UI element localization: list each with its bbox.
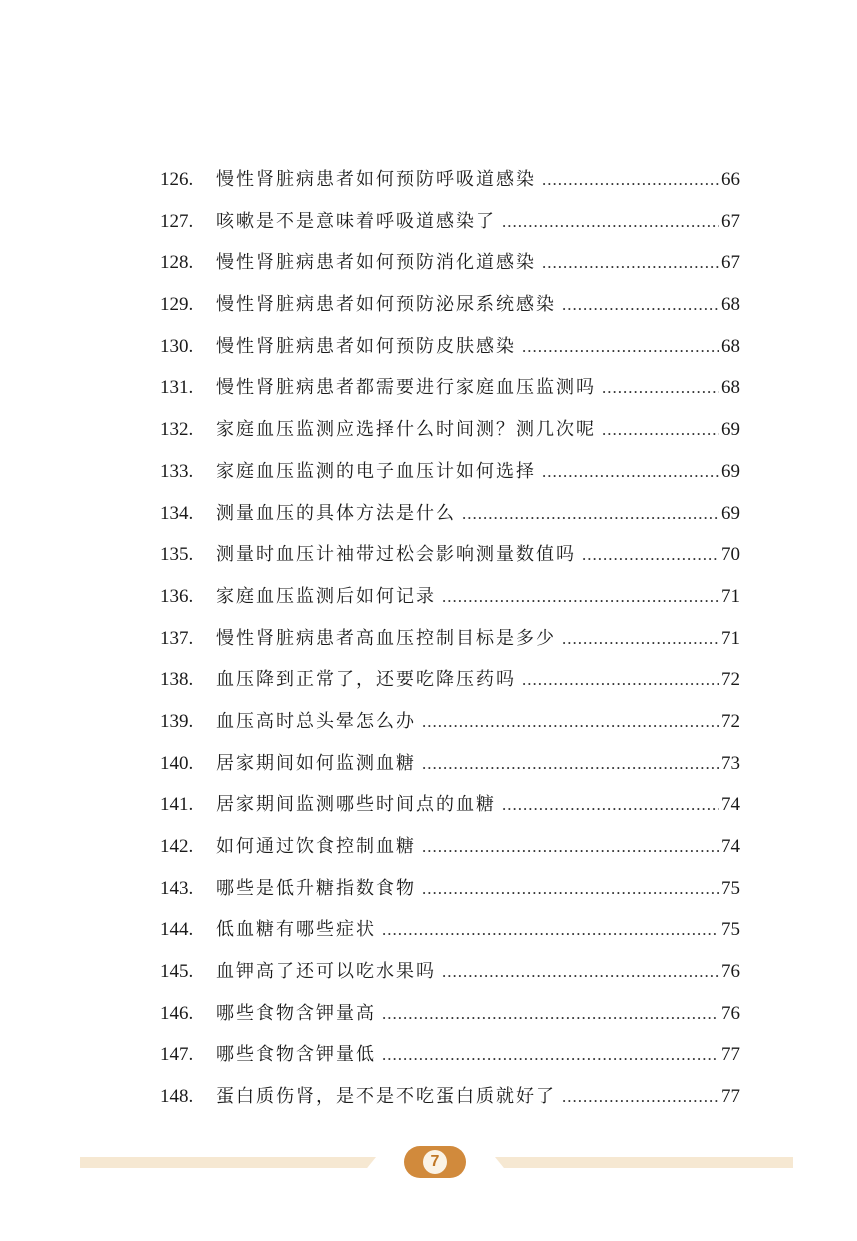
toc-entry-page: 66	[721, 169, 740, 190]
toc-entry-title: 居家期间如何监测血糖	[216, 752, 416, 774]
toc-entry-page: 77	[721, 1086, 740, 1108]
toc-dot-leader	[602, 409, 719, 451]
toc-entry-page: 76	[721, 961, 740, 983]
toc-entry-title: 慢性肾脏病患者如何预防消化道感染	[216, 252, 536, 274]
toc-entry[interactable]	[160, 1076, 740, 1118]
toc-entry-title: 咳嗽是不是意味着呼吸道感染了	[216, 210, 496, 232]
toc-dot-leader	[502, 784, 719, 826]
toc-entry-page: 71	[721, 627, 740, 649]
toc-entry-page: 74	[721, 794, 740, 816]
toc-entry-number: 144.	[160, 919, 194, 941]
toc-entry-number: 129.	[160, 294, 194, 316]
toc-dot-leader	[422, 826, 719, 868]
toc-entry-number: 130.	[160, 335, 194, 357]
toc-entry-number: 143.	[160, 877, 194, 899]
toc-entry-page: 68	[721, 335, 740, 357]
toc-entry-title: 家庭血压监测应选择什么时间测？测几次呢	[216, 419, 596, 441]
toc-entry-number: 148.	[160, 1086, 194, 1108]
toc-entry-title: 测量时血压计袖带过松会影响测量数值吗	[216, 544, 576, 566]
toc-entry-title: 血压降到正常了，还要吃降压药吗	[216, 669, 516, 691]
toc-entry[interactable]	[160, 534, 740, 576]
toc-dot-leader	[422, 743, 719, 785]
toc-dot-leader	[382, 1034, 719, 1076]
toc-entry-page: 69	[721, 502, 740, 524]
toc-dot-leader	[562, 1076, 719, 1118]
toc-entry-title: 血压高时总头晕怎么办	[216, 710, 416, 732]
page-number: 7	[423, 1150, 447, 1174]
toc-entry-number: 128.	[160, 252, 194, 274]
toc-entry[interactable]	[160, 201, 740, 243]
toc-entry-number: 140.	[160, 752, 194, 774]
toc-entry-title: 慢性肾脏病患者都需要进行家庭血压监测吗	[216, 377, 596, 399]
toc-entry[interactable]	[160, 493, 740, 535]
toc-entry-page: 73	[721, 752, 740, 774]
toc-entry[interactable]	[160, 618, 740, 660]
toc-entry-number: 138.	[160, 669, 194, 691]
toc-entry-number: 139.	[160, 710, 194, 732]
toc-entry-title: 哪些食物含钾量低	[216, 1044, 376, 1066]
toc-entry-page: 68	[721, 294, 740, 316]
toc-entry-page: 71	[721, 585, 740, 607]
toc-entry-title: 慢性肾脏病患者如何预防泌尿系统感染	[216, 294, 556, 316]
toc-dot-leader	[582, 534, 719, 576]
toc-entry[interactable]	[160, 451, 740, 493]
toc-entry[interactable]	[160, 576, 740, 618]
toc-entry[interactable]	[160, 784, 740, 826]
toc-entry[interactable]	[160, 701, 740, 743]
toc-dot-leader	[462, 493, 719, 535]
toc-entry-page: 74	[721, 836, 740, 857]
toc-dot-leader	[442, 951, 719, 993]
toc-entry-page: 67	[721, 210, 740, 232]
toc-entry-page: 68	[721, 377, 740, 399]
footer-decorative-bar-left	[80, 1157, 376, 1168]
toc-entry-title: 哪些是低升糖指数食物	[216, 877, 416, 899]
toc-dot-leader	[602, 367, 719, 409]
toc-entry[interactable]	[160, 951, 740, 993]
toc-entry[interactable]	[160, 659, 740, 701]
toc-entry-number: 136.	[160, 585, 194, 607]
toc-entry-title: 测量血压的具体方法是什么	[216, 502, 456, 524]
toc-entry-number: 126.	[160, 169, 194, 190]
toc-entry-title: 慢性肾脏病患者如何预防呼吸道感染	[216, 169, 536, 190]
toc-dot-leader	[382, 909, 719, 951]
toc-entry[interactable]	[160, 909, 740, 951]
toc-dot-leader	[422, 701, 719, 743]
toc-entry-number: 141.	[160, 794, 194, 816]
toc-entry[interactable]	[160, 284, 740, 326]
toc-entry-page: 75	[721, 919, 740, 941]
toc-entry[interactable]	[160, 1034, 740, 1076]
toc-entry-number: 137.	[160, 627, 194, 649]
toc-entry-page: 76	[721, 1002, 740, 1024]
toc-entry-number: 132.	[160, 419, 194, 441]
toc-entry-page: 69	[721, 419, 740, 441]
toc-entry[interactable]	[160, 242, 740, 284]
toc-entry-number: 146.	[160, 1002, 194, 1024]
toc-dot-leader	[522, 659, 719, 701]
footer-decorative-bar-right	[495, 1157, 793, 1168]
toc-entry-title: 哪些食物含钾量高	[216, 1002, 376, 1024]
toc-entry-number: 127.	[160, 210, 194, 232]
toc-entry[interactable]	[160, 868, 740, 910]
toc-entry-number: 145.	[160, 961, 194, 983]
toc-entry-title: 慢性肾脏病患者高血压控制目标是多少	[216, 627, 556, 649]
toc-dot-leader	[562, 618, 719, 660]
toc-dot-leader	[562, 284, 719, 326]
toc-entry[interactable]	[160, 743, 740, 785]
toc-entry-title: 蛋白质伤肾，是不是不吃蛋白质就好了	[216, 1086, 556, 1108]
toc-entry-title: 居家期间监测哪些时间点的血糖	[216, 794, 496, 816]
toc-dot-leader	[542, 451, 719, 493]
toc-entry-page: 75	[721, 877, 740, 899]
toc-entry[interactable]	[160, 159, 740, 201]
toc-entry[interactable]	[160, 826, 740, 868]
toc-entry-title: 如何通过饮食控制血糖	[216, 836, 416, 857]
toc-entry-number: 142.	[160, 836, 194, 857]
toc-entry-title: 血钾高了还可以吃水果吗	[216, 961, 436, 983]
toc-entry-number: 131.	[160, 377, 194, 399]
toc-dot-leader	[542, 159, 719, 201]
toc-dot-leader	[522, 326, 719, 368]
toc-dot-leader	[442, 576, 719, 618]
toc-entry[interactable]	[160, 367, 740, 409]
toc-entry-number: 147.	[160, 1044, 194, 1066]
toc-dot-leader	[542, 242, 719, 284]
toc-entry-page: 77	[721, 1044, 740, 1066]
toc-entry-page: 72	[721, 669, 740, 691]
toc-entry-page: 70	[721, 544, 740, 566]
toc-dot-leader	[422, 868, 719, 910]
toc-entry-title: 家庭血压监测的电子血压计如何选择	[216, 460, 536, 482]
table-of-contents	[160, 159, 740, 1118]
toc-dot-leader	[502, 201, 719, 243]
toc-entry-page: 69	[721, 460, 740, 482]
toc-dot-leader	[382, 993, 719, 1035]
toc-entry-title: 低血糖有哪些症状	[216, 919, 376, 941]
page-number-badge	[404, 1146, 466, 1178]
toc-entry-number: 135.	[160, 544, 194, 566]
toc-entry-page: 67	[721, 252, 740, 274]
toc-entry-title: 家庭血压监测后如何记录	[216, 585, 436, 607]
toc-entry[interactable]	[160, 993, 740, 1035]
toc-entry-number: 133.	[160, 460, 194, 482]
toc-entry[interactable]	[160, 326, 740, 368]
toc-entry-title: 慢性肾脏病患者如何预防皮肤感染	[216, 335, 516, 357]
toc-entry[interactable]	[160, 409, 740, 451]
toc-entry-number: 134.	[160, 502, 194, 524]
toc-entry-page: 72	[721, 710, 740, 732]
